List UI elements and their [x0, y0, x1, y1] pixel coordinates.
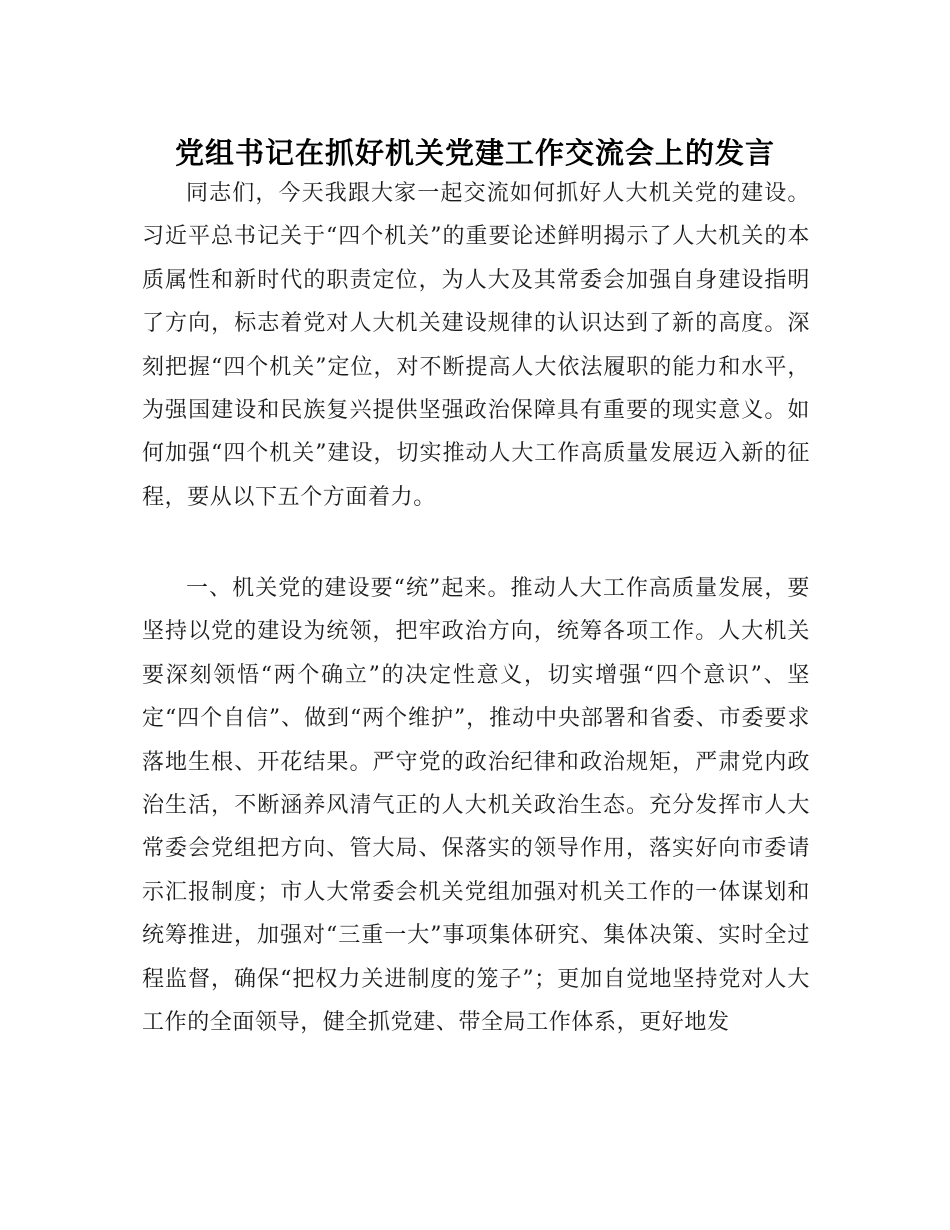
document-title: 党组书记在抓好机关党建工作交流会上的发言	[174, 136, 775, 171]
paragraph-section-one: 一、机关党的建设要“统”起来。推动人大工作高质量发展，要坚持以党的建设为统领，把牢政治方向，统筹各项工作。人大机关要深刻领悟“两个确立”的决定性意义，切实增强“四个意识”、坚定“四个自信”、做到“两个维护”，推动中央部署和省委、市委要求落地生根、开花结果。严守党的政治纪律和政治规矩，严肃党内政治生活，不断涵养风清气正的人大机关政治生态。充分发挥市人大常委会党组把方向、管大局、保落实的领导作用，落实好向市委请示汇报制度；市人大常委会机关党组加强对机关工作的一体谋划和统筹推进，加强对“三重一大”事项集体研究、集体决策、实时全过程监督，确保“把权力关进制度的笼子”；更加自觉地坚持党对人大工作的全面领导，健全抓党建、带全局工作体系，更好地发	[142, 576, 810, 1036]
paragraph-intro: 同志们，今天我跟大家一起交流如何抓好人大机关党的建设。习近平总书记关于“四个机关”的重要论述鲜明揭示了人大机关的本质属性和新时代的职责定位，为人大及其常委会加强自身建设指明了方向，标志着党对人大机关建设规律的认识达到了新的高度。深刻把握“四个机关”定位，对不断提高人大依法履职的能力和水平，为强国建设和民族复兴提供坚强政治保障具有重要的现实意义。如何加强“四个机关”建设，切实推动人大工作高质量发展迈入新的征程，要从以下五个方面着力。	[142, 181, 810, 510]
